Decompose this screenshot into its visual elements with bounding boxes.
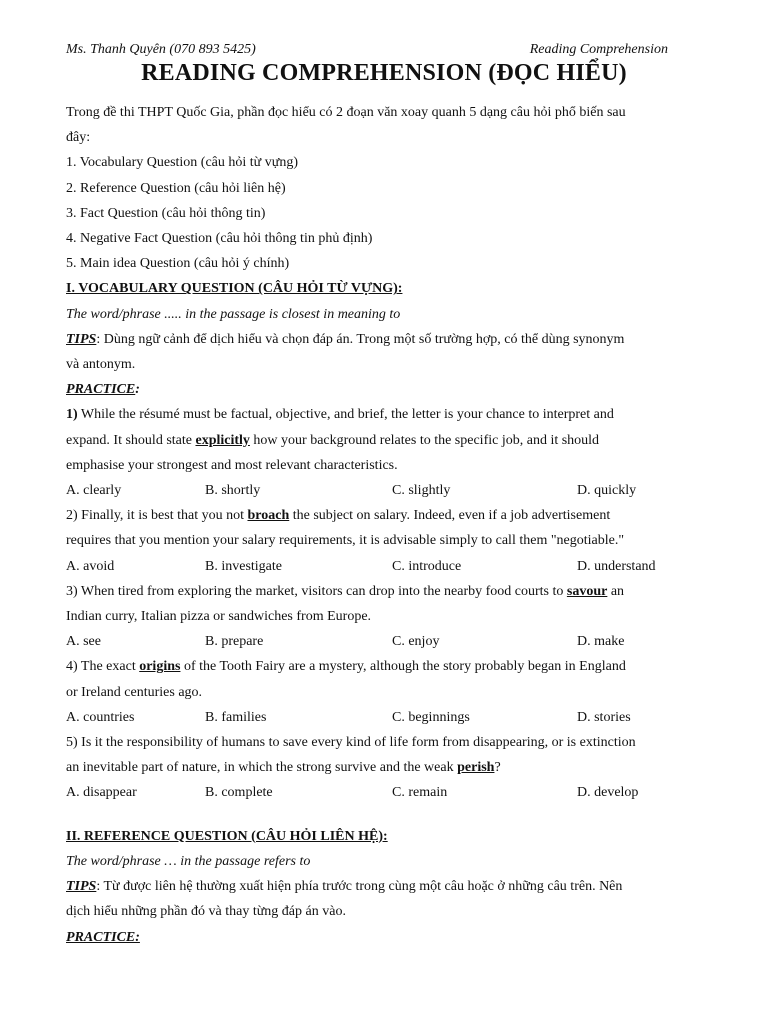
keyword: origins [139,659,181,675]
option-c: C. slightly [392,483,451,499]
question-line: 4) The exact origins of the Tooth Fairy are a mystery, although the story probably began in England [66,659,626,675]
practice-heading: PRACTICE: [66,382,140,398]
document-body [66,100,698,950]
answer-options [66,554,698,579]
question-prompt: The word/phrase ..... in the passage is closest in meaning to [66,306,401,322]
option-a: A. clearly [66,483,122,499]
tips-label: TIPS [66,879,97,895]
option-a: A. countries [66,709,135,725]
option-d: D. develop [577,785,639,801]
tips-line: dịch hiểu những phần đó và thay từng đáp án vào. [66,904,346,920]
option-c: C. remain [392,785,448,801]
question-type-item: 2. Reference Question (câu hỏi liên hệ) [66,180,286,196]
tips-line: TIPS: Dùng ngữ cảnh để dịch hiểu và chọn đáp án. Trong một số trường hợp, có thể dùng synonym [66,331,625,347]
tips-label: TIPS [66,331,97,347]
option-c: C. enjoy [392,634,440,650]
question-prompt: The word/phrase … in the passage refers to [66,853,311,869]
intro-line: Trong đề thi THPT Quốc Gia, phần đọc hiểu có 2 đoạn văn xoay quanh 5 dạng câu hỏi phổ biến sau [66,105,626,120]
question-line: requires that you mention your salary requirements, it is advisable simply to call them "negotiable." [66,533,625,549]
option-b: B. complete [205,785,273,801]
question-line: 1) While the résumé must be factual, objective, and brief, the letter is your chance to interpret and [66,407,614,423]
question-line: an inevitable part of nature, in which the strong survive and the weak perish? [66,760,501,776]
practice-heading: PRACTICE: [66,929,140,945]
option-a: A. disappear [66,785,137,801]
header-subject: Reading Comprehension [529,42,668,57]
header-author: Ms. Thanh Quyên (070 893 5425) [66,42,256,57]
answer-options [66,780,698,805]
option-a: A. avoid [66,558,115,574]
option-b: B. shortly [205,483,261,499]
keyword: explicitly [195,432,250,448]
answer-options [66,629,698,654]
page-header [66,42,668,58]
option-b: B. prepare [205,634,264,650]
section-spacer [66,806,698,824]
keyword: savour [566,583,608,599]
answer-options [66,705,698,730]
intro-line: đây: [66,130,91,146]
option-b: B. families [205,709,267,725]
option-c: C. introduce [392,558,462,574]
option-a: A. see [66,634,101,650]
option-d: D. make [577,634,625,650]
question-line: or Ireland centuries ago. [66,684,203,700]
question-line: 3) When tired from exploring the market, visitors can drop into the nearby food courts to savour an [66,583,625,599]
question-line: Indian curry, Italian pizza or sandwiches from Europe. [66,609,372,625]
question-type-item: 4. Negative Fact Question (câu hỏi thông tin phủ định) [66,231,373,247]
option-d: D. quickly [577,483,637,499]
tips-line: và antonym. [66,357,136,373]
keyword: broach [247,508,290,524]
keyword: perish [457,760,495,776]
document-title: READING COMPREHENSION (ĐỌC HIỂU) [141,60,627,86]
option-b: B. investigate [205,558,282,574]
answer-options [66,478,698,503]
question-line: expand. It should state explicitly how your background relates to the specific job, and it should [66,432,600,448]
question-type-item: 3. Fact Question (câu hỏi thông tin) [66,205,266,221]
option-d: D. stories [577,709,631,725]
section-heading: II. REFERENCE QUESTION (CÂU HỎI LIÊN HỆ): [66,828,388,844]
question-type-item: 1. Vocabulary Question (câu hỏi từ vựng) [66,155,299,171]
question-line: 2) Finally, it is best that you not broach the subject on salary. Indeed, even if a job advertisement [66,508,611,524]
section-heading: I. VOCABULARY QUESTION (CÂU HỎI TỪ VỰNG): [66,281,403,297]
tips-line: TIPS: Từ được liên hệ thường xuất hiện phía trước trong cùng một câu hoặc ở những câu trên. Nên [66,879,623,895]
option-d: D. understand [577,558,656,574]
question-type-item: 5. Main idea Question (câu hỏi ý chính) [66,256,290,272]
question-line: emphasise your strongest and most relevant characteristics. [66,457,398,473]
option-c: C. beginnings [392,709,470,725]
question-line: 5) Is it the responsibility of humans to save every kind of life form from disappearing, or is extinction [66,735,636,751]
